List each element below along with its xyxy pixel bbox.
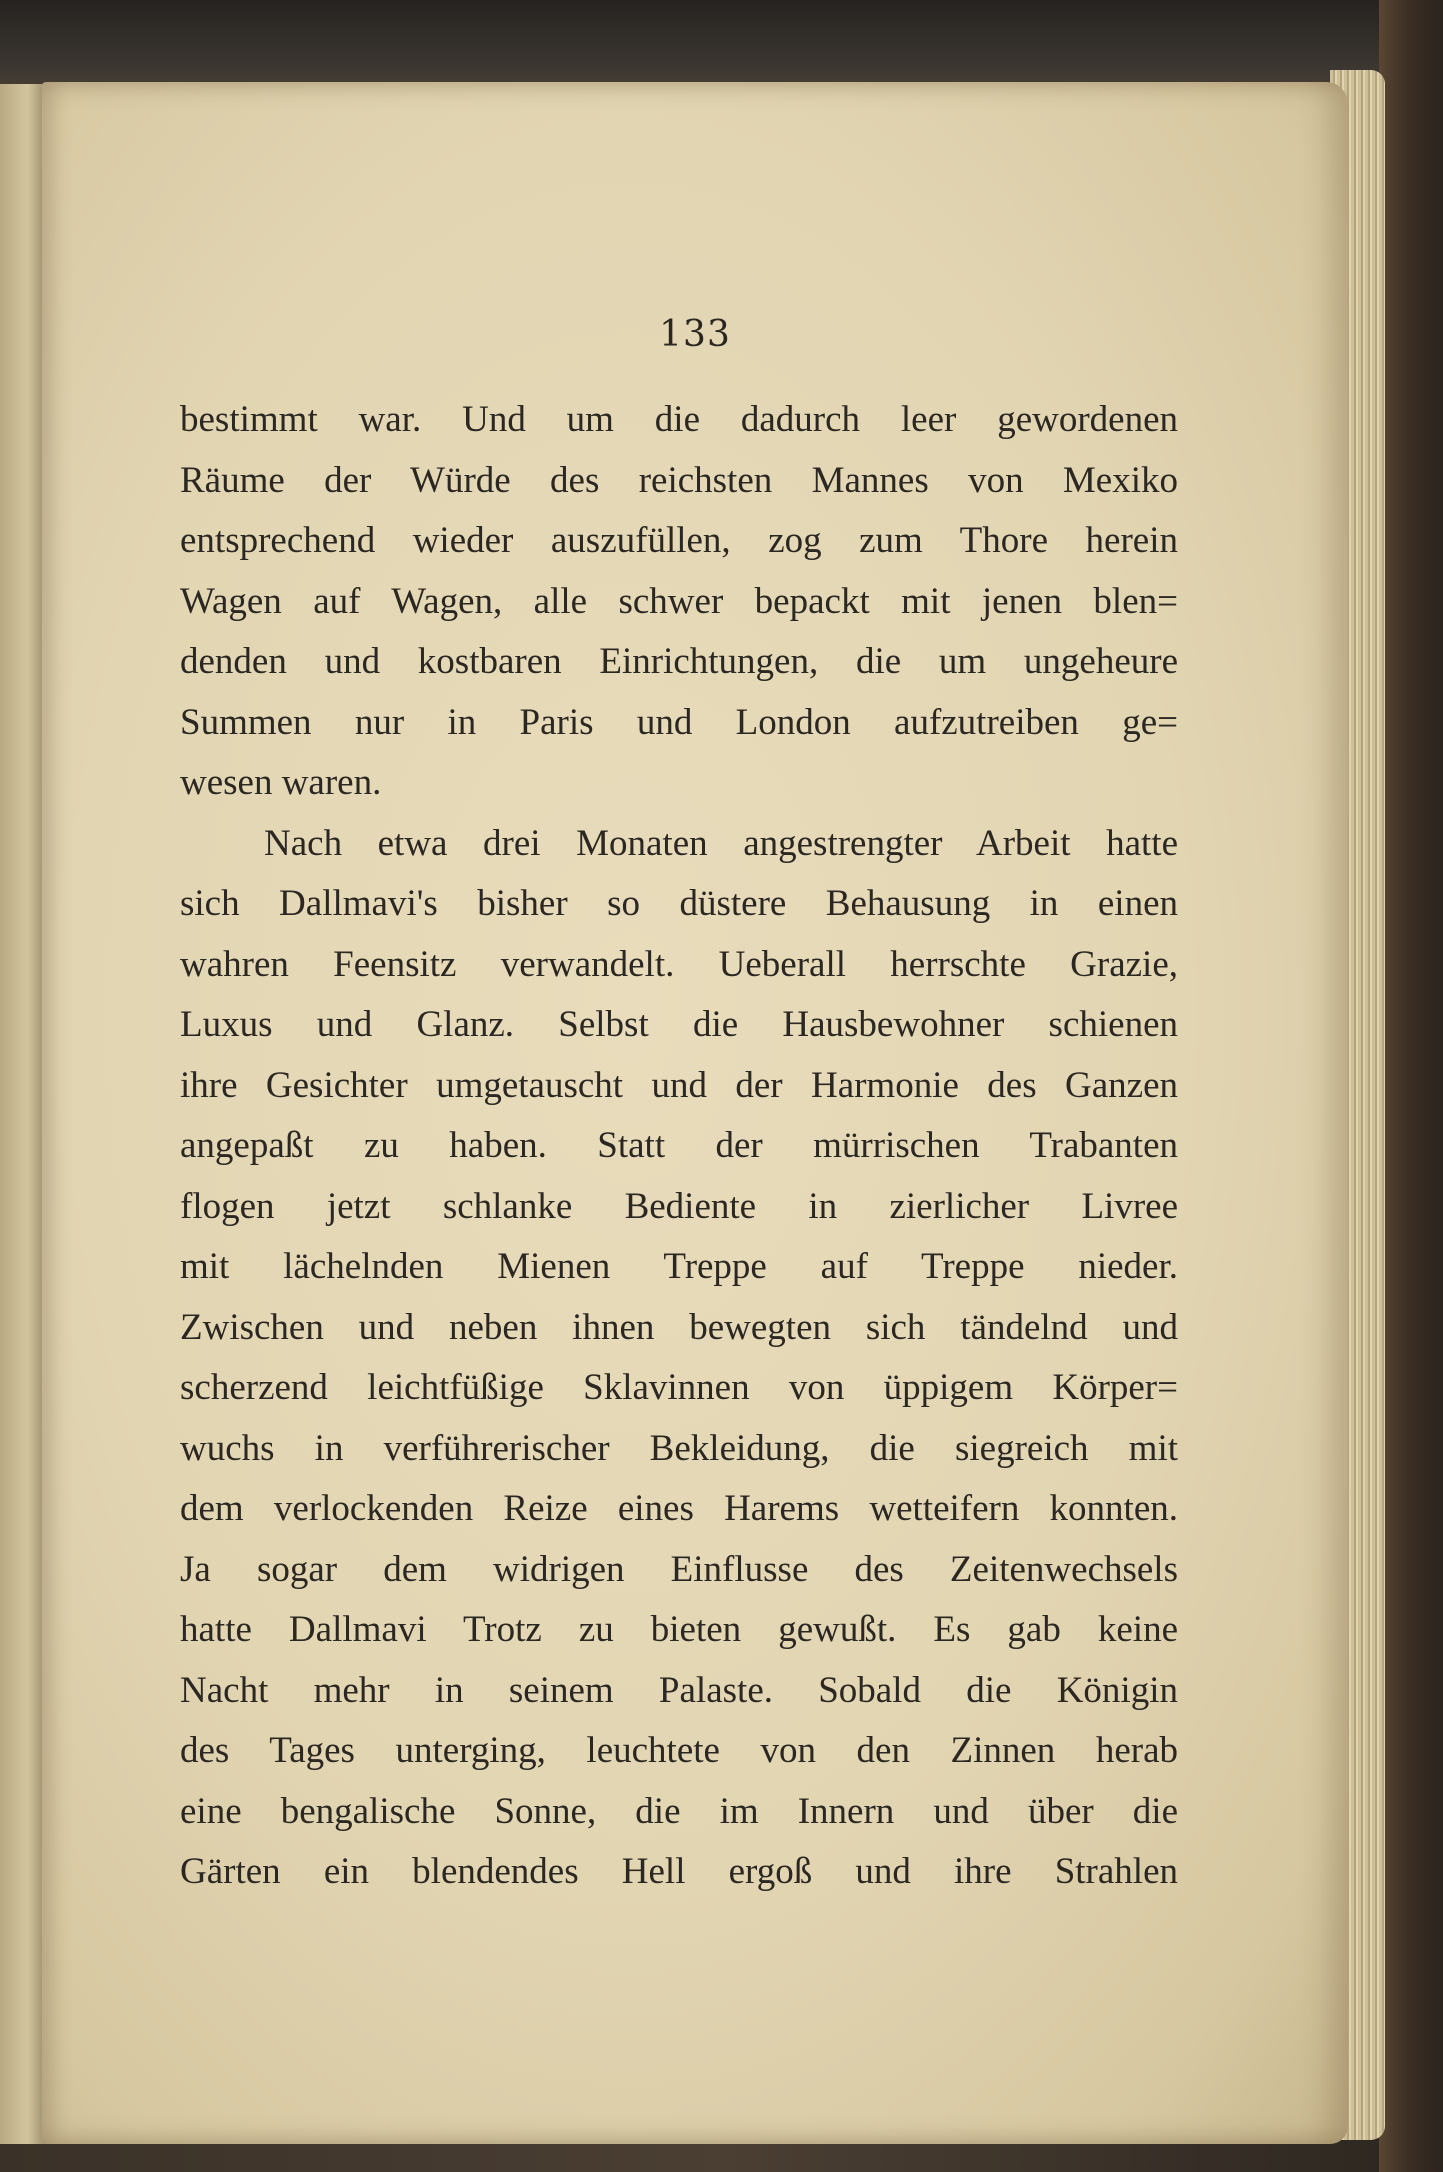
text-line: Nacht mehr in seinem Palaste. Sobald die Königin: [180, 1669, 1178, 1711]
text-line: ihre Gesichter umgetauscht und der Harmonie des Ganzen: [180, 1064, 1178, 1106]
text-line: wesen waren.: [180, 762, 382, 803]
facing-page-edge: [0, 84, 46, 2144]
text-line: Zwischen und neben ihnen bewegten sich tändelnd und: [180, 1306, 1178, 1348]
text-line: des Tages unterging, leuchtete von den Zinnen herab: [180, 1730, 1178, 1771]
text-line: sich Dallmavi's bisher so düstere Behausung in einen: [180, 883, 1178, 924]
page-text: [180, 390, 1178, 1903]
text-line: eine bengalische Sonne, die im Innern und über die: [180, 1790, 1178, 1832]
book-cover-top-edge: [0, 0, 1443, 92]
book-page: [42, 82, 1348, 2144]
text-line: wuchs in verführerischer Bekleidung, die siegreich mit: [180, 1427, 1178, 1469]
text-line: wahren Feensitz verwandelt. Ueberall herrschte Grazie,: [180, 943, 1178, 985]
book-cover-right-edge: [1379, 0, 1443, 2172]
text-line: Räume der Würde des reichsten Mannes von Mexiko: [180, 459, 1178, 501]
text-line: Wagen auf Wagen, alle schwer bepackt mit jenen blen=: [180, 580, 1178, 622]
text-line: flogen jetzt schlanke Bediente in zierlicher Livree: [180, 1185, 1178, 1227]
text-line: dem verlockenden Reize eines Harems wetteifern konnten.: [180, 1488, 1178, 1529]
text-line: bestimmt war. Und um die dadurch leer gewordenen: [180, 399, 1178, 440]
text-line: Gärten ein blendendes Hell ergoß und ihre Strahlen: [180, 1851, 1178, 1892]
page-number: 133: [659, 314, 731, 355]
text-line: denden und kostbaren Einrichtungen, die um ungeheure: [180, 641, 1178, 682]
text-line: entsprechend wieder auszufüllen, zog zum Thore herein: [180, 520, 1178, 561]
text-line: Summen nur in Paris und London aufzutreiben ge=: [180, 701, 1178, 743]
text-line: hatte Dallmavi Trotz zu bieten gewußt. Es gab keine: [180, 1609, 1178, 1650]
text-line: angepaßt zu haben. Statt der mürrischen Trabanten: [180, 1125, 1178, 1166]
text-line: Nach etwa drei Monaten angestrengter Arbeit hatte: [264, 822, 1178, 864]
text-line: scherzend leichtfüßige Sklavinnen von üppigem Körper=: [180, 1367, 1178, 1408]
text-line: mit lächelnden Mienen Treppe auf Treppe nieder.: [180, 1246, 1178, 1287]
text-line: Ja sogar dem widrigen Einflusse des Zeitenwechsels: [180, 1548, 1178, 1590]
text-line: Luxus und Glanz. Selbst die Hausbewohner schienen: [180, 1004, 1178, 1045]
